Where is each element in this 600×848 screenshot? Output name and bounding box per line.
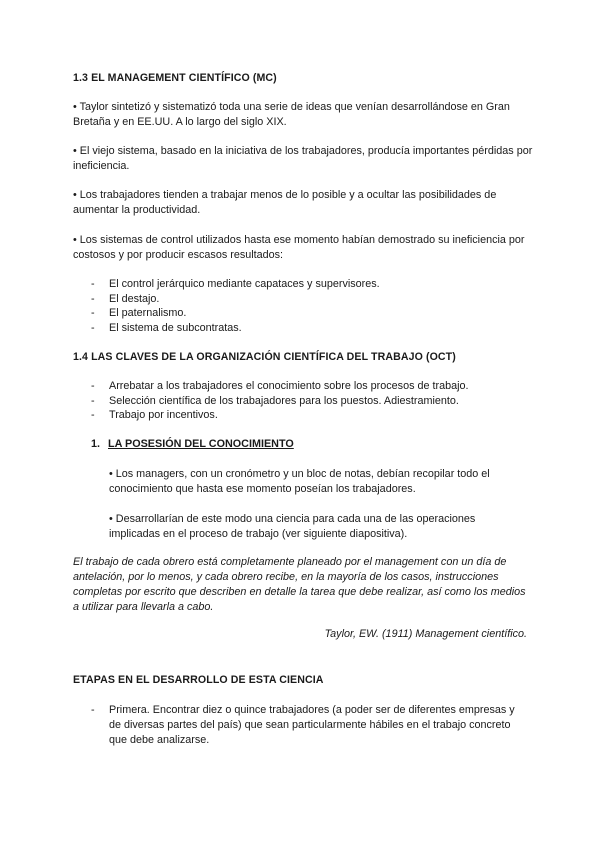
mc-paragraph-2: • El viejo sistema, basado en la iniciativa de los trabajadores, producía importantes pérdidas por ineficiencia. bbox=[73, 145, 533, 172]
list-item: - El destajo. bbox=[91, 292, 380, 307]
mc-control-list bbox=[91, 277, 380, 335]
heading-title: LA POSESIÓN DEL CONOCIMIENTO bbox=[108, 438, 294, 450]
posesion-paragraph-2: • Desarrollarían de este modo una ciencia para cada una de las operaciones implicadas en el proceso de trabajo (ver siguiente diapositiva). bbox=[109, 513, 476, 540]
list-item: - Trabajo por incentivos. bbox=[91, 408, 469, 423]
section-heading-oct: 1.4 LAS CLAVES DE LA ORGANIZACIÓN CIENTÍFICA DEL TRABAJO (OCT) bbox=[73, 351, 456, 363]
quote-citation: Taylor, EW. (1911) Management científico. bbox=[324, 628, 527, 640]
etapas-list bbox=[91, 703, 529, 748]
mc-paragraph-3: • Los trabajadores tienden a trabajar menos de lo posible y a ocultar las posibilidades de aumentar la productividad. bbox=[73, 189, 497, 216]
list-item: - El control jerárquico mediante capataces y supervisores. bbox=[91, 277, 380, 292]
mc-paragraph-1: • Taylor sintetizó y sistematizó toda una serie de ideas que venían desarrollándose en Gran Bretaña y en EE.UU. A lo largo del siglo XIX. bbox=[73, 101, 510, 128]
list-item: - El sistema de subcontratas. bbox=[91, 321, 380, 336]
mc-paragraph-4: • Los sistemas de control utilizados hasta ese momento habían demostrado su ineficiencia por costosos y por producir escasos resultados: bbox=[73, 234, 525, 261]
section-heading-etapas: ETAPAS EN EL DESARROLLO DE ESTA CIENCIA bbox=[73, 674, 324, 686]
taylor-quote: El trabajo de cada obrero está completamente planeado por el management con un día de antelación, por lo menos, y cada obrero recibe, en la mayoría de los casos, instrucciones completas por escrito que describen en detalle la tarea que debe realizar, así como los medios a utilizar para llevarla a cabo. bbox=[73, 556, 526, 613]
list-item: - Arrebatar a los trabajadores el conocimiento sobre los procesos de trabajo. bbox=[91, 379, 469, 394]
heading-number: 1. bbox=[91, 438, 101, 450]
oct-keys-list bbox=[91, 379, 469, 423]
section-heading-mc: 1.3 EL MANAGEMENT CIENTÍFICO (MC) bbox=[73, 72, 277, 84]
posesion-paragraph-1: • Los managers, con un cronómetro y un bloc de notas, debían recopilar todo el conocimiento que hasta ese momento poseían los trabajadores. bbox=[109, 468, 490, 495]
list-item: - El paternalismo. bbox=[91, 306, 380, 321]
numbered-heading-posesion bbox=[91, 438, 294, 450]
list-item: - Selección científica de los trabajadores para los puestos. Adiestramiento. bbox=[91, 394, 469, 409]
list-item: - Primera. Encontrar diez o quince trabajadores (a poder ser de diferentes empresas y de diversas partes del país) que sean particularmente hábiles en el trabajo concreto que debe analizarse. bbox=[91, 703, 529, 748]
